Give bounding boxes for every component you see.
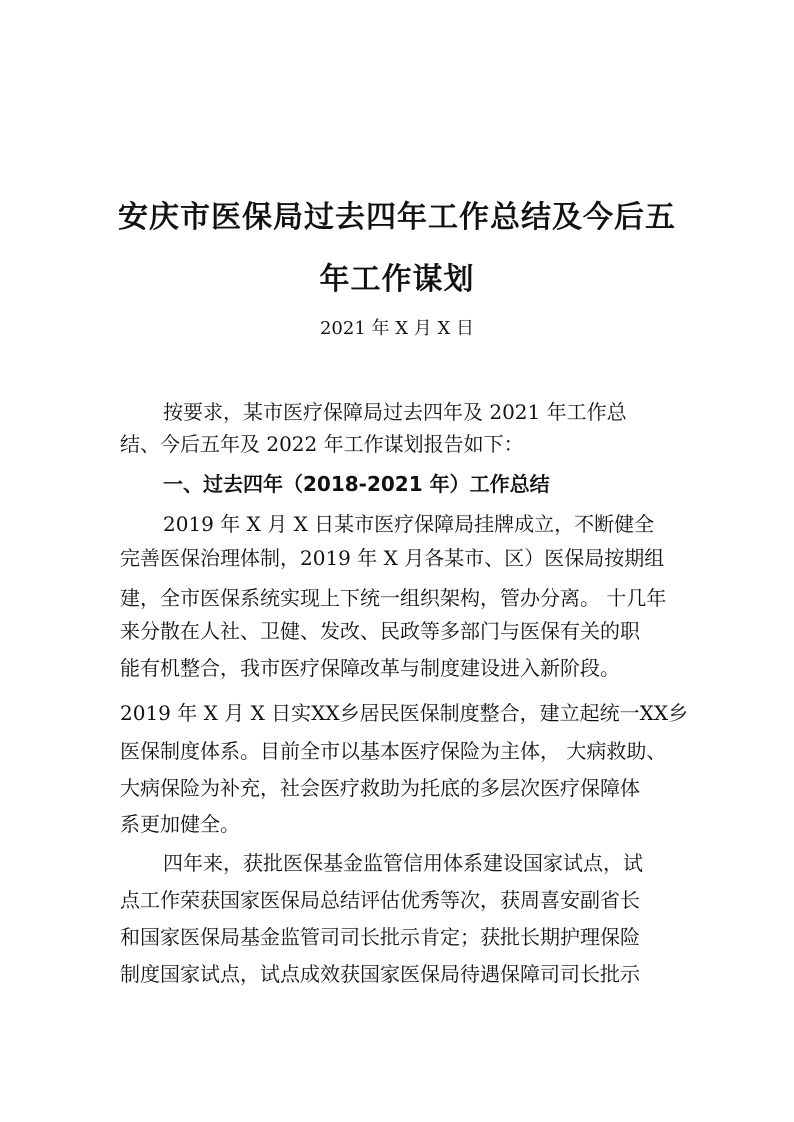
paragraph-line: 完善医保治理体制，2019 年 X 月各某市、区）医保局按期组 bbox=[120, 546, 665, 570]
paragraph-line: 建，全市医保系统实现上下统一组织架构，管办分离。 十几年 bbox=[120, 586, 667, 610]
paragraph-line: 四年来，获批医保基金监管信用体系建设国家试点，试 bbox=[163, 851, 643, 875]
document-date: 2021 年 X 月 X 日 bbox=[319, 318, 475, 339]
paragraph-line: 大病保险为补充，社会医疗救助为托底的多层次医疗保障体 bbox=[120, 776, 640, 800]
paragraph-line: 来分散在人社、卫健、发改、民政等多部门与医保有关的职 bbox=[120, 619, 640, 643]
intro-line: 按要求，某市医疗保障局过去四年及 2021 年工作总 bbox=[163, 400, 627, 424]
paragraph-line: 制度国家试点，试点成效获国家医保局待遇保障司司长批示 bbox=[120, 962, 640, 986]
paragraph-line: 医保制度体系。目前全市以基本医疗保险为主体， 大病救助、 bbox=[120, 739, 667, 763]
paragraph-line: 点工作荣获国家医保局总结评估优秀等次，获周喜安副省长 bbox=[120, 888, 640, 912]
document-title-line-2: 年工作谋划 bbox=[319, 262, 475, 297]
section-heading: 一、过去四年（2018-2021 年）工作总结 bbox=[163, 472, 550, 496]
intro-line: 结、今后五年及 2022 年工作谋划报告如下： bbox=[120, 432, 524, 456]
paragraph-line: 系更加健全。 bbox=[120, 812, 240, 836]
paragraph-line: 2019 年 X 月 X 日某市医疗保障局挂牌成立，不断健全 bbox=[163, 512, 655, 536]
paragraph-line: 能有机整合，我市医疗保障改革与制度建设进入新阶段。 bbox=[120, 656, 620, 680]
paragraph-line: 2019 年 X 月 X 日实XX乡居民医保制度整合，建立起统一XX乡 bbox=[120, 701, 689, 725]
paragraph-line: 和国家医保局基金监管司司长批示肯定；获批长期护理保险 bbox=[120, 925, 640, 949]
document-title-line-1: 安庆市医保局过去四年工作总结及今后五 bbox=[118, 200, 676, 235]
